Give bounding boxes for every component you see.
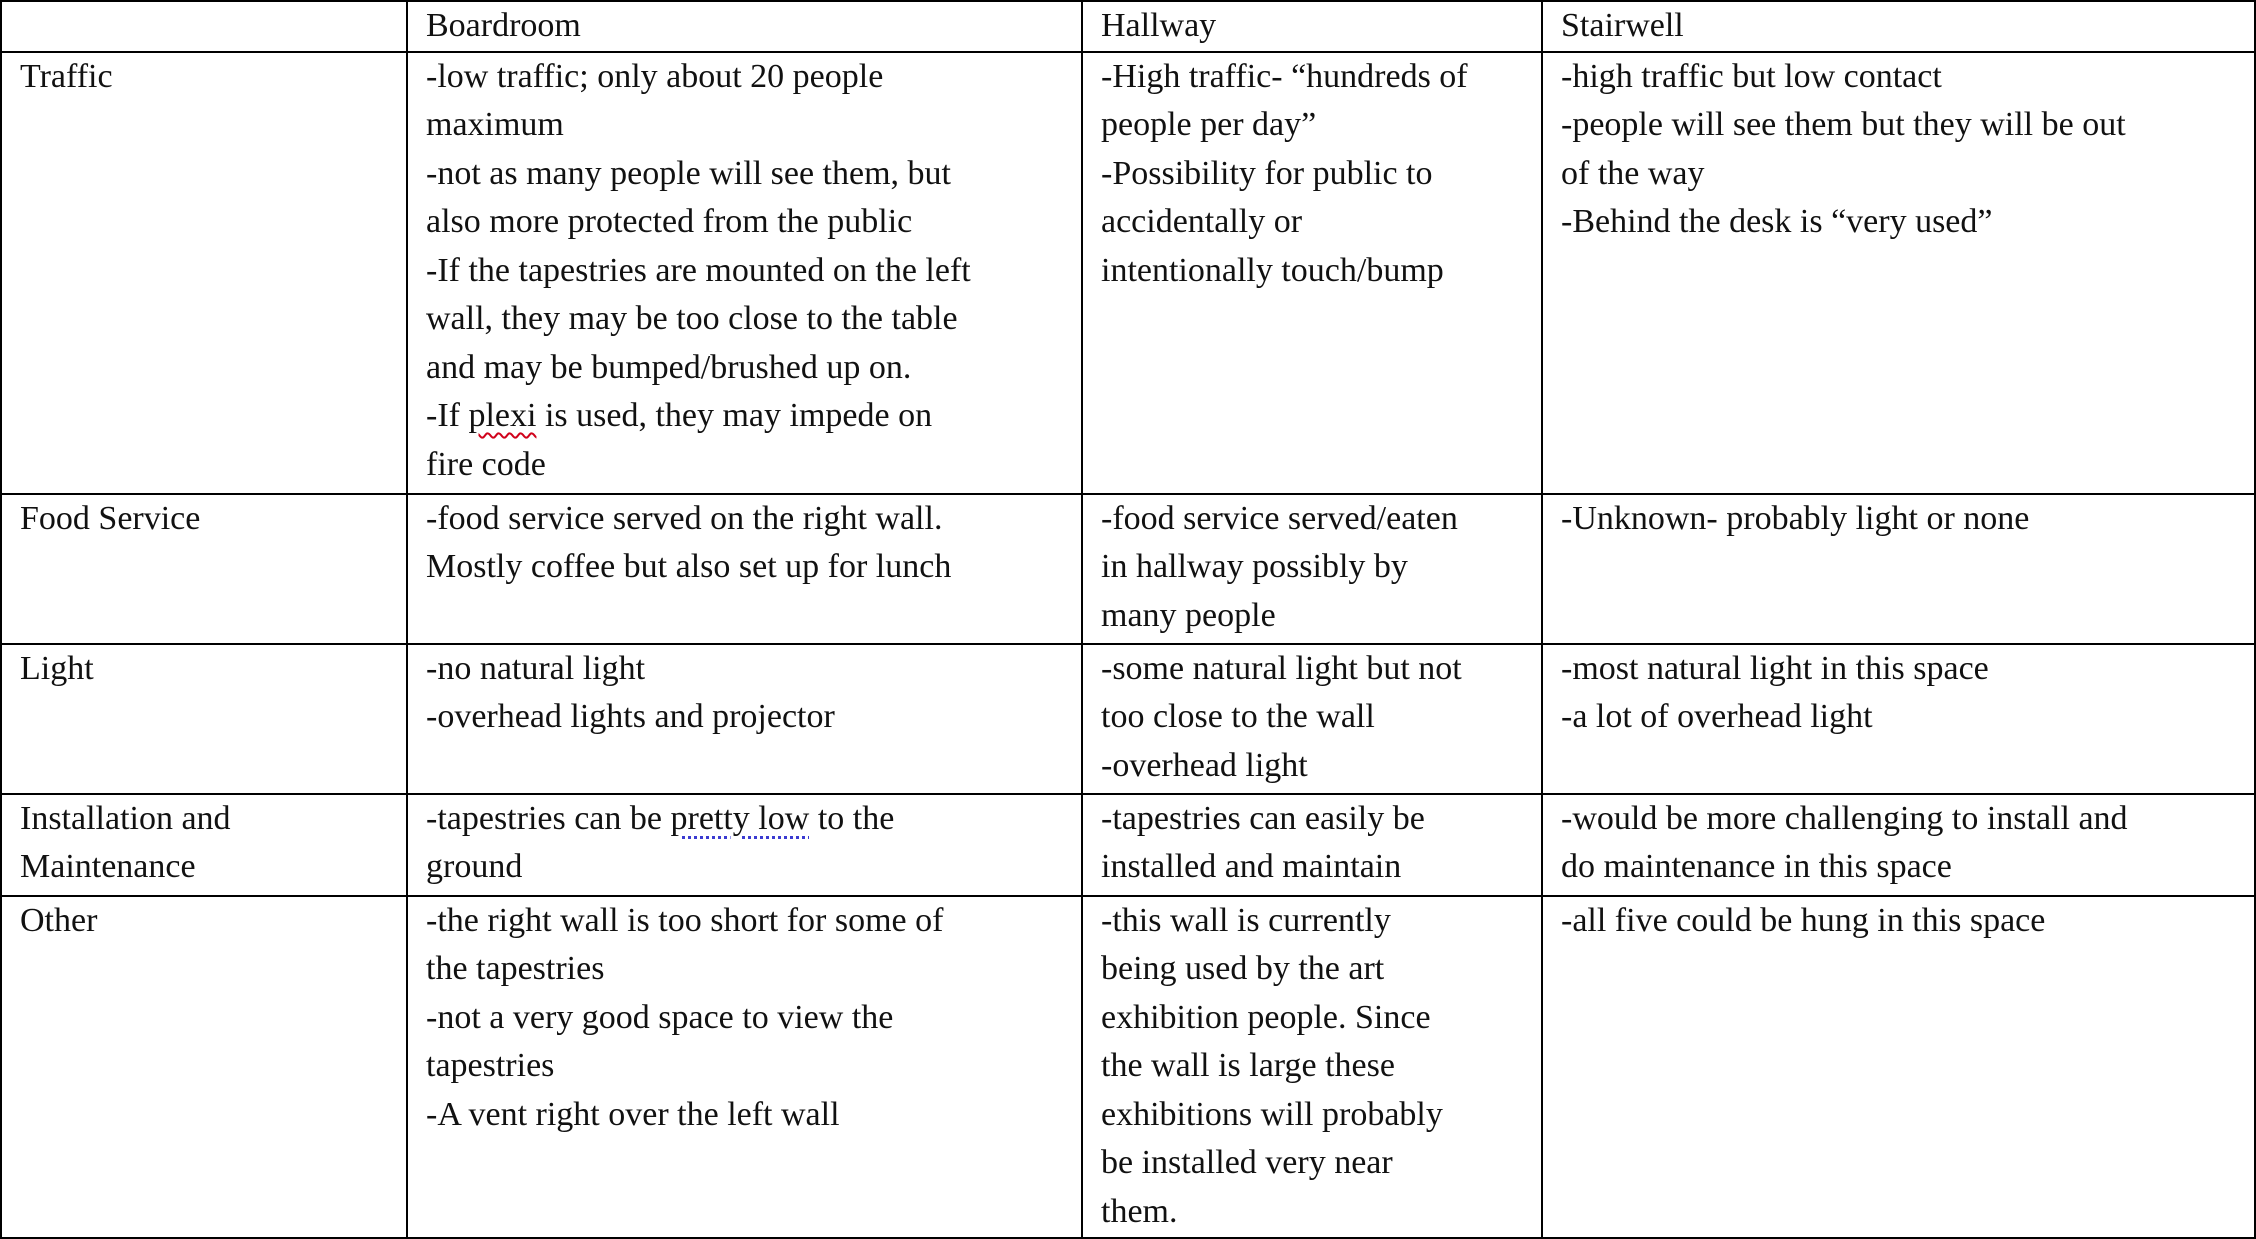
cell-line: do maintenance in this space — [1561, 848, 1952, 885]
cell-line: in hallway possibly by — [1101, 548, 1408, 585]
cell-line: -Unknown- probably light or none — [1561, 499, 2030, 537]
cell-line: installed and maintain — [1101, 848, 1402, 885]
grammar-suggestion-word[interactable]: pretty low — [670, 799, 810, 837]
cell-line: -Possibility for public to — [1101, 154, 1433, 192]
table-header-row — [1, 1, 2255, 52]
cell-line: them. — [1101, 1192, 1178, 1230]
header-corner-cell — [1, 1, 407, 52]
cell-installation-boardroom — [407, 794, 1082, 896]
cell-traffic-boardroom — [407, 52, 1082, 494]
cell-installation-hallway — [1082, 794, 1542, 896]
cell-light-hallway — [1082, 644, 1542, 794]
row-label-text: Other — [20, 901, 98, 939]
cell-line: accidentally or — [1101, 203, 1303, 240]
cell-line: -tapestries can be pretty low to the — [426, 799, 895, 837]
cell-line: ground — [426, 848, 523, 885]
cell-line: -no natural light — [426, 649, 646, 687]
cell-line: -overhead light — [1101, 746, 1308, 784]
cell-line: -High traffic- “hundreds of — [1101, 57, 1468, 95]
row-label-food-service — [1, 494, 407, 644]
cell-line: fire code — [426, 445, 546, 483]
table-row-light — [1, 644, 2255, 794]
cell-line: exhibition people. Since — [1101, 998, 1431, 1036]
cell-traffic-hallway — [1082, 52, 1542, 494]
cell-line: -Behind the desk is “very used” — [1561, 203, 1993, 240]
cell-line: and may be bumped/brushed up on. — [426, 348, 912, 386]
cell-line: -not a very good space to view the — [426, 998, 894, 1036]
cell-line: Mostly coffee but also set up for lunch — [426, 548, 952, 585]
cell-food-hallway — [1082, 494, 1542, 644]
cell-line: many people — [1101, 596, 1276, 634]
cell-line: -most natural light in this space — [1561, 649, 1989, 687]
cell-line: -food service served/eaten — [1101, 499, 1458, 537]
cell-line: -overhead lights and projector — [426, 698, 835, 735]
cell-line: be installed very near — [1101, 1144, 1393, 1181]
header-stairwell: Stairwell — [1542, 1, 2255, 52]
cell-line: intentionally touch/bump — [1101, 251, 1444, 289]
cell-other-stairwell — [1542, 896, 2255, 1238]
cell-line: -food service served on the right wall. — [426, 499, 943, 537]
table-row-traffic — [1, 52, 2255, 494]
cell-line: the wall is large these — [1101, 1047, 1395, 1084]
row-label-text: Installation and — [20, 799, 231, 837]
cell-line: -tapestries can easily be — [1101, 799, 1425, 837]
spelling-error-word[interactable]: plexi — [468, 397, 537, 434]
cell-food-stairwell — [1542, 494, 2255, 644]
cell-line: people per day” — [1101, 106, 1317, 143]
cell-line: maximum — [426, 106, 564, 143]
cell-line: -If the tapestries are mounted on the left — [426, 251, 971, 289]
cell-line: -people will see them but they will be out — [1561, 106, 2126, 143]
cell-line: being used by the art — [1101, 950, 1385, 987]
cell-line: -high traffic but low contact — [1561, 57, 1942, 95]
cell-other-hallway — [1082, 896, 1542, 1238]
row-label-text: Traffic — [20, 57, 113, 95]
row-label-other — [1, 896, 407, 1238]
cell-line: -low traffic; only about 20 people — [426, 57, 884, 95]
cell-line: wall, they may be too close to the table — [426, 300, 958, 337]
cell-line: exhibitions will probably — [1101, 1095, 1443, 1133]
cell-food-boardroom — [407, 494, 1082, 644]
row-label-installation — [1, 794, 407, 896]
row-label-text: Food Service — [20, 499, 201, 537]
table-row-food-service — [1, 494, 2255, 644]
cell-line: -a lot of overhead light — [1561, 698, 1873, 735]
cell-line: the tapestries — [426, 950, 605, 987]
cell-line: -the right wall is too short for some of — [426, 901, 944, 939]
cell-line: -not as many people will see them, but — [426, 154, 951, 192]
cell-other-boardroom — [407, 896, 1082, 1238]
cell-installation-stairwell — [1542, 794, 2255, 896]
cell-line: -all five could be hung in this space — [1561, 901, 2046, 939]
header-hallway: Hallway — [1082, 1, 1542, 52]
table-row-other — [1, 896, 2255, 1238]
row-label-light — [1, 644, 407, 794]
row-label-traffic — [1, 52, 407, 494]
cell-line: -would be more challenging to install and — [1561, 799, 2128, 837]
cell-light-stairwell — [1542, 644, 2255, 794]
row-label-text: Light — [20, 649, 94, 687]
cell-line: -this wall is currently — [1101, 901, 1391, 939]
cell-line: -A vent right over the left wall — [426, 1095, 840, 1133]
row-label-text: Maintenance — [20, 848, 196, 885]
header-boardroom: Boardroom — [407, 1, 1082, 52]
cell-traffic-stairwell — [1542, 52, 2255, 494]
cell-line: -If plexi is used, they may impede on — [426, 397, 933, 434]
cell-line: -some natural light but not — [1101, 649, 1462, 687]
cell-line: also more protected from the public — [426, 203, 913, 240]
cell-line: too close to the wall — [1101, 698, 1375, 735]
cell-line: of the way — [1561, 154, 1705, 192]
cell-light-boardroom — [407, 644, 1082, 794]
table-row-installation — [1, 794, 2255, 896]
cell-line: tapestries — [426, 1047, 555, 1084]
